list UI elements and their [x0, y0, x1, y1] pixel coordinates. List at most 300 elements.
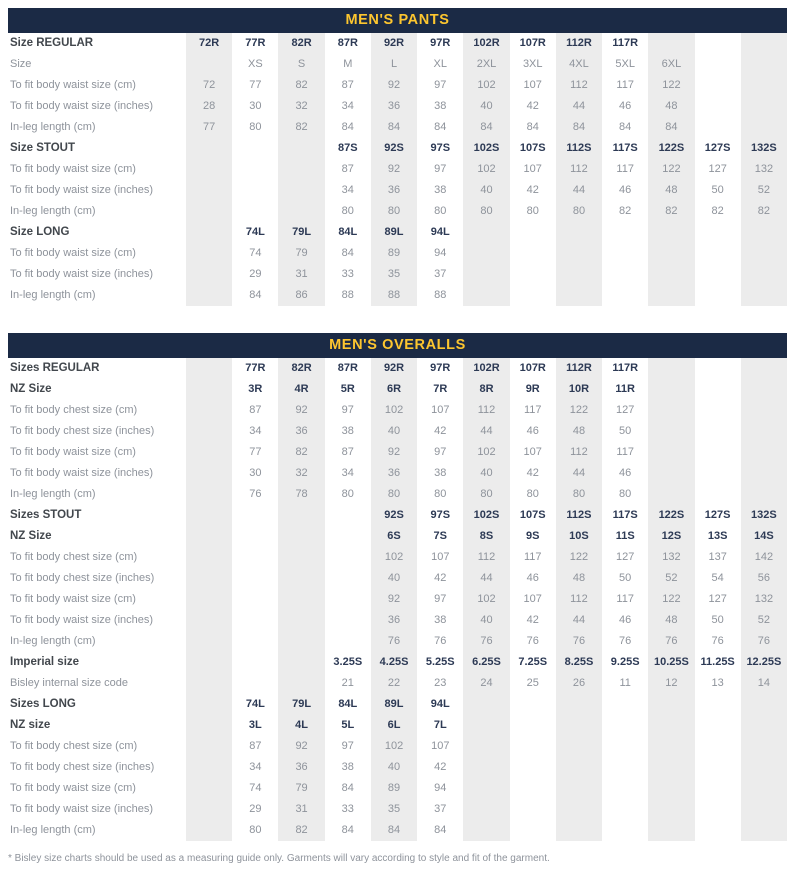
value-cell: 112 — [556, 159, 602, 180]
value-cell — [695, 799, 741, 820]
table-body — [8, 358, 787, 841]
size-code-cell — [741, 358, 787, 379]
value-cell — [741, 285, 787, 306]
value-cell — [186, 778, 232, 799]
value-cell — [232, 631, 278, 652]
value-cell — [278, 589, 324, 610]
size-code-cell — [602, 694, 648, 715]
value-cell — [556, 799, 602, 820]
size-code-cell: 102S — [463, 138, 509, 159]
value-cell — [186, 568, 232, 589]
value-cell: 42 — [434, 572, 447, 584]
size-code-cell: 9S — [525, 530, 540, 542]
size-code-cell — [186, 505, 232, 526]
value-cell: 97 — [434, 446, 447, 458]
size-code-cell — [695, 33, 741, 54]
value-cell: S — [278, 54, 324, 75]
size-code-cell: 97S — [430, 509, 451, 521]
row-label: To fit body waist size (inches) — [8, 463, 186, 484]
value-cell — [602, 264, 648, 285]
value-cell: 50 — [619, 572, 632, 584]
size-code-cell: 3L — [248, 719, 262, 731]
size-code-cell — [695, 715, 741, 736]
size-code-cell: 6L — [371, 715, 417, 736]
value-cell: 42 — [526, 467, 539, 479]
table-row — [8, 484, 787, 505]
table-row — [8, 243, 787, 264]
value-cell — [278, 201, 324, 222]
value-cell — [741, 243, 787, 264]
value-cell: 88 — [371, 285, 417, 306]
size-code-cell: 102R — [463, 33, 509, 54]
value-cell — [278, 631, 324, 652]
size-code-cell: 3R — [248, 383, 263, 395]
value-cell: 44 — [556, 96, 602, 117]
table-row — [8, 652, 787, 673]
value-cell: 127 — [708, 593, 727, 605]
value-cell — [695, 117, 741, 138]
value-cell: 88 — [341, 289, 354, 301]
value-cell: 36 — [278, 757, 324, 778]
value-cell: 84 — [341, 247, 354, 259]
value-cell: M — [343, 58, 353, 70]
value-cell: 42 — [434, 425, 447, 437]
size-code-cell: 122S — [648, 505, 694, 526]
value-cell: 80 — [434, 205, 447, 217]
size-code-cell: 14S — [741, 526, 787, 547]
value-cell — [695, 285, 741, 306]
value-cell — [186, 285, 232, 306]
value-cell — [741, 463, 787, 484]
value-cell: 92 — [371, 159, 417, 180]
size-code-cell: 7L — [433, 719, 447, 731]
value-cell — [741, 421, 787, 442]
size-code-cell — [741, 379, 787, 400]
table-row — [8, 694, 787, 715]
size-code-cell: 117R — [612, 362, 639, 374]
value-cell — [186, 631, 232, 652]
value-cell — [695, 421, 741, 442]
size-code-cell — [463, 222, 509, 243]
size-code-cell: 94L — [430, 698, 450, 710]
row-label: To fit body chest size (cm) — [8, 547, 186, 568]
value-cell: 82 — [278, 442, 324, 463]
size-code-cell — [186, 358, 232, 379]
value-cell — [741, 778, 787, 799]
value-cell: 79 — [278, 778, 324, 799]
size-code-cell: 74L — [245, 698, 265, 710]
value-cell: 40 — [463, 180, 509, 201]
value-cell: 117 — [616, 163, 634, 175]
value-cell — [556, 285, 602, 306]
value-cell: 102 — [463, 75, 509, 96]
value-cell — [602, 243, 648, 264]
row-label: Sizes LONG — [8, 694, 186, 715]
value-cell: 102 — [463, 442, 509, 463]
row-label: To fit body chest size (cm) — [8, 736, 186, 757]
size-code-cell: 3.25S — [333, 656, 363, 668]
value-cell: 44 — [463, 568, 509, 589]
value-cell: L — [371, 54, 417, 75]
size-code-cell: 10.25S — [648, 652, 694, 673]
table-row — [8, 568, 787, 589]
value-cell: 74 — [249, 782, 262, 794]
size-code-cell: 5R — [340, 383, 355, 395]
size-code-cell: 12.25S — [741, 652, 787, 673]
value-cell: 44 — [463, 421, 509, 442]
row-label: Sizes STOUT — [8, 505, 186, 526]
value-cell: 80 — [371, 201, 417, 222]
value-cell — [556, 820, 602, 841]
row-label: To fit body waist size (inches) — [8, 96, 186, 117]
size-code-cell: 10R — [556, 379, 602, 400]
size-code-cell: 92R — [371, 358, 417, 379]
value-cell: 82 — [278, 117, 324, 138]
value-cell: 48 — [648, 180, 694, 201]
row-label: To fit body chest size (cm) — [8, 400, 186, 421]
value-cell — [695, 243, 741, 264]
value-cell: 40 — [371, 757, 417, 778]
value-cell: 94 — [434, 247, 447, 259]
size-code-cell — [602, 715, 648, 736]
value-cell — [232, 568, 278, 589]
value-cell: 34 — [341, 184, 354, 196]
table-row — [8, 463, 787, 484]
value-cell — [463, 736, 509, 757]
value-cell: 32 — [278, 463, 324, 484]
table-row — [8, 33, 787, 54]
table-row — [8, 673, 787, 694]
table-row — [8, 75, 787, 96]
size-code-cell: 107S — [519, 142, 546, 154]
value-cell: 80 — [526, 488, 539, 500]
value-cell: 56 — [741, 568, 787, 589]
value-cell: 21 — [341, 677, 354, 689]
value-cell: 82 — [648, 201, 694, 222]
value-cell: 97 — [341, 740, 354, 752]
size-code-cell: 4L — [278, 715, 324, 736]
value-cell — [510, 799, 556, 820]
value-cell — [695, 264, 741, 285]
size-code-cell: 7.25S — [518, 656, 548, 668]
value-cell — [186, 264, 232, 285]
value-cell: 29 — [249, 803, 262, 815]
row-label: To fit body waist size (inches) — [8, 180, 186, 201]
value-cell: 36 — [371, 180, 417, 201]
table-row — [8, 159, 787, 180]
value-cell: 89 — [371, 778, 417, 799]
value-cell: 88 — [434, 289, 447, 301]
value-cell: 38 — [341, 761, 354, 773]
size-code-cell: 5.25S — [425, 656, 455, 668]
size-code-cell: 117S — [612, 509, 638, 521]
row-label: To fit body chest size (inches) — [8, 568, 186, 589]
size-code-cell — [695, 694, 741, 715]
value-cell: 13 — [711, 677, 724, 689]
value-cell: 84 — [463, 117, 509, 138]
value-cell: 142 — [741, 547, 787, 568]
value-cell — [741, 799, 787, 820]
table-row — [8, 442, 787, 463]
value-cell: 32 — [278, 96, 324, 117]
row-label: Size LONG — [8, 222, 186, 243]
value-cell: 107 — [523, 79, 542, 91]
size-code-cell — [186, 138, 232, 159]
value-cell: 72 — [186, 75, 232, 96]
value-cell — [186, 442, 232, 463]
value-cell: 117 — [616, 593, 634, 605]
table-row — [8, 631, 787, 652]
value-cell: 102 — [371, 736, 417, 757]
value-cell — [278, 180, 324, 201]
value-cell — [186, 54, 232, 75]
value-cell — [232, 547, 278, 568]
value-cell: 80 — [341, 488, 354, 500]
size-code-cell: 72R — [186, 33, 232, 54]
mens-pants-table — [8, 8, 787, 306]
size-code-cell — [741, 694, 787, 715]
size-code-cell — [325, 505, 371, 526]
size-code-cell: 92S — [371, 505, 417, 526]
value-cell: 84 — [648, 117, 694, 138]
value-cell: 48 — [648, 610, 694, 631]
value-cell — [648, 757, 694, 778]
value-cell: 76 — [619, 635, 632, 647]
value-cell — [463, 264, 509, 285]
value-cell: 79 — [278, 243, 324, 264]
value-cell — [695, 820, 741, 841]
size-code-cell — [186, 526, 232, 547]
value-cell — [556, 243, 602, 264]
value-cell: 37 — [434, 268, 447, 280]
value-cell: 132 — [741, 589, 787, 610]
size-code-cell — [186, 222, 232, 243]
size-code-cell — [741, 222, 787, 243]
size-code-cell — [741, 33, 787, 54]
value-cell: 31 — [278, 264, 324, 285]
value-cell — [463, 757, 509, 778]
size-code-cell — [648, 715, 694, 736]
value-cell — [186, 400, 232, 421]
size-code-cell: 107R — [519, 37, 546, 49]
value-cell: 33 — [341, 268, 354, 280]
value-cell: 46 — [619, 614, 632, 626]
value-cell: 84 — [371, 820, 417, 841]
value-cell: 107 — [431, 551, 450, 563]
size-code-cell: 4.25S — [371, 652, 417, 673]
value-cell: 77 — [249, 446, 262, 458]
value-cell — [325, 589, 371, 610]
value-cell: 76 — [741, 631, 787, 652]
value-cell: 24 — [463, 673, 509, 694]
size-code-cell: 107S — [519, 509, 546, 521]
value-cell — [463, 799, 509, 820]
size-code-cell: 97R — [430, 362, 451, 374]
size-code-cell: 127S — [704, 142, 731, 154]
value-cell: 31 — [278, 799, 324, 820]
value-cell — [186, 547, 232, 568]
row-label: Bisley internal size code — [8, 673, 186, 694]
row-label: To fit body waist size (cm) — [8, 778, 186, 799]
table-row — [8, 138, 787, 159]
value-cell: 22 — [371, 673, 417, 694]
table-row — [8, 180, 787, 201]
value-cell: 78 — [278, 484, 324, 505]
value-cell: 30 — [249, 100, 262, 112]
value-cell: 92 — [371, 75, 417, 96]
value-cell: 46 — [619, 184, 632, 196]
size-code-cell: 97S — [430, 142, 451, 154]
value-cell — [648, 400, 694, 421]
value-cell — [278, 673, 324, 694]
row-label: To fit body waist size (cm) — [8, 243, 186, 264]
value-cell: 107 — [431, 404, 450, 416]
size-code-cell — [463, 715, 509, 736]
value-cell — [602, 285, 648, 306]
size-code-cell: 7R — [433, 383, 448, 395]
row-label: NZ Size — [8, 379, 186, 400]
size-code-cell: 8.25S — [556, 652, 602, 673]
value-cell — [695, 778, 741, 799]
row-label: To fit body waist size (cm) — [8, 75, 186, 96]
value-cell: 2XL — [463, 54, 509, 75]
value-cell: 80 — [371, 484, 417, 505]
size-code-cell: 117S — [612, 142, 638, 154]
value-cell: 44 — [556, 463, 602, 484]
value-cell — [232, 589, 278, 610]
value-cell: 97 — [434, 79, 447, 91]
value-cell: 92 — [278, 400, 324, 421]
value-cell: 117 — [523, 404, 542, 416]
value-cell: 92 — [371, 589, 417, 610]
value-cell — [510, 264, 556, 285]
value-cell: 52 — [648, 568, 694, 589]
size-code-cell — [278, 505, 324, 526]
size-code-cell: 6.25S — [463, 652, 509, 673]
value-cell: 52 — [741, 610, 787, 631]
value-cell: 102 — [371, 400, 417, 421]
value-cell: 82 — [619, 205, 632, 217]
size-code-cell — [278, 652, 324, 673]
size-code-cell: 89L — [371, 694, 417, 715]
value-cell: 127 — [616, 551, 635, 563]
row-label: In-leg length (cm) — [8, 484, 186, 505]
value-cell: 76 — [648, 631, 694, 652]
footnote-text: * Bisley size charts should be used as a measuring guide only. Garments will vary according to style and fit of the garment. — [8, 853, 550, 864]
value-cell — [741, 54, 787, 75]
value-cell: 46 — [619, 100, 632, 112]
value-cell — [695, 484, 741, 505]
value-cell — [741, 484, 787, 505]
value-cell: 77 — [249, 79, 262, 91]
value-cell — [648, 285, 694, 306]
table-row — [8, 96, 787, 117]
value-cell — [741, 442, 787, 463]
size-code-cell — [648, 694, 694, 715]
value-cell: 42 — [526, 100, 539, 112]
value-cell: 35 — [371, 264, 417, 285]
value-cell — [741, 400, 787, 421]
value-cell: 76 — [434, 635, 447, 647]
value-cell: 112 — [556, 589, 602, 610]
value-cell: 84 — [341, 121, 354, 133]
value-cell — [186, 820, 232, 841]
value-cell: 36 — [371, 96, 417, 117]
value-cell — [186, 201, 232, 222]
size-code-cell — [278, 526, 324, 547]
value-cell: 26 — [556, 673, 602, 694]
value-cell: 117 — [616, 79, 634, 91]
value-cell — [510, 820, 556, 841]
size-code-cell — [648, 358, 694, 379]
table-title-mens-overalls: MEN'S OVERALLS — [8, 333, 787, 358]
table-row — [8, 799, 787, 820]
value-cell: 86 — [278, 285, 324, 306]
table-row — [8, 54, 787, 75]
value-cell: 42 — [526, 614, 539, 626]
value-cell — [510, 778, 556, 799]
value-cell — [232, 180, 278, 201]
size-code-cell: 10S — [556, 526, 602, 547]
value-cell: 107 — [431, 740, 450, 752]
value-cell: 92 — [278, 736, 324, 757]
value-cell: 84 — [249, 289, 262, 301]
value-cell — [186, 159, 232, 180]
value-cell — [695, 463, 741, 484]
value-cell: 48 — [556, 568, 602, 589]
value-cell: 34 — [249, 761, 262, 773]
value-cell: 127 — [708, 163, 727, 175]
value-cell: 97 — [434, 163, 447, 175]
value-cell — [741, 264, 787, 285]
value-cell: 48 — [556, 421, 602, 442]
row-label: NZ Size — [8, 526, 186, 547]
value-cell — [232, 201, 278, 222]
size-code-cell: 74L — [245, 226, 265, 238]
value-cell: 80 — [526, 205, 539, 217]
table-row — [8, 610, 787, 631]
row-label: To fit body waist size (inches) — [8, 264, 186, 285]
value-cell — [463, 285, 509, 306]
value-cell: 87 — [341, 446, 354, 458]
value-cell: 102 — [463, 589, 509, 610]
value-cell — [232, 159, 278, 180]
size-code-cell: 112S — [556, 505, 602, 526]
table-row — [8, 505, 787, 526]
value-cell: 36 — [371, 463, 417, 484]
value-cell: 11 — [619, 677, 631, 689]
value-cell: 76 — [556, 631, 602, 652]
value-cell: 76 — [526, 635, 539, 647]
value-cell: 80 — [463, 484, 509, 505]
size-code-cell — [186, 715, 232, 736]
value-cell — [186, 589, 232, 610]
row-label: Size — [8, 54, 186, 75]
value-cell: 54 — [711, 572, 724, 584]
value-cell — [186, 736, 232, 757]
value-cell: 40 — [463, 96, 509, 117]
size-code-cell: 87S — [338, 142, 358, 154]
value-cell — [186, 757, 232, 778]
value-cell: 122 — [556, 400, 602, 421]
value-cell — [648, 442, 694, 463]
value-cell: 107 — [523, 593, 542, 605]
size-code-cell: 11.25S — [700, 656, 735, 668]
value-cell: 6XL — [648, 54, 694, 75]
value-cell: 97 — [341, 404, 354, 416]
value-cell: 94 — [434, 782, 447, 794]
value-cell: 82 — [711, 205, 724, 217]
